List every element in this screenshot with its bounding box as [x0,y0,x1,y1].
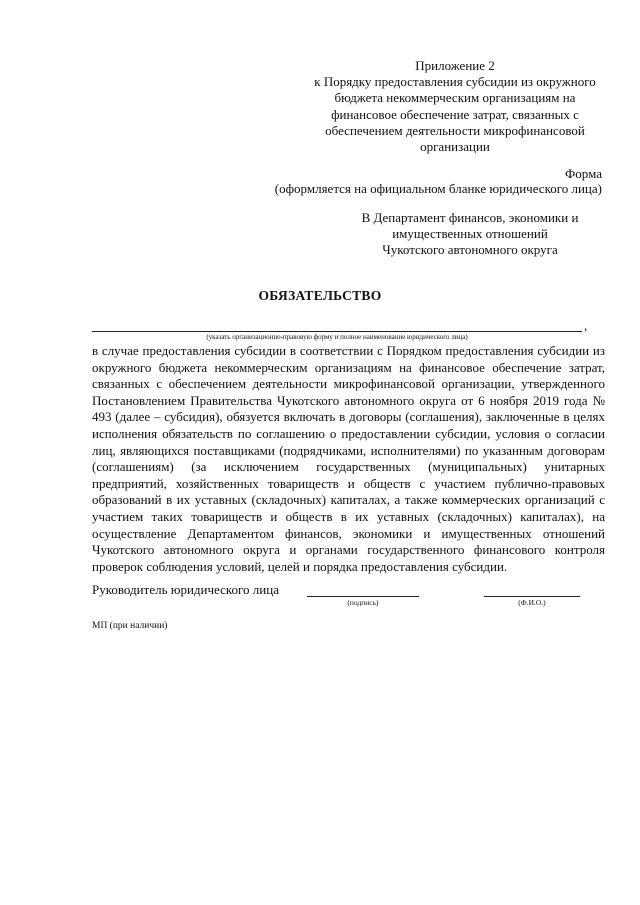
form-note: (оформляется на официальном бланке юридического лица) [274,181,602,196]
full-name-field[interactable] [484,596,580,597]
signature-label: Руководитель юридического лица [92,582,279,597]
appendix-line: бюджета некоммерческим организациям на [334,90,576,106]
appendix-line: к Порядку предоставления субсидии из окружного [314,74,596,90]
organization-hint: (указать организационно-правовую форму и полное наименование юридического лица) [206,333,468,341]
signature-row [92,582,612,622]
organization-name-field[interactable] [92,331,582,332]
signature-hint: (подпись) [347,598,379,607]
organization-comma: , [584,318,588,333]
appendix-line: Приложение 2 [415,58,495,73]
form-label: Форма [565,166,602,181]
addressee-line: Чукотского автономного округа [382,242,558,257]
appendix-line: организации [420,139,490,155]
addressee-block [340,210,600,258]
appendix-header [300,58,610,155]
obligation-body-text: в случае предоставления субсидии в соответствии с Порядком предоставления субсидии из окружного бюджета некоммерческим организациям на финансовое обеспечение затрат, связанных с обеспечением деятельности микрофинансовой организации, утвержденного Постановлением Правительства Чукотского автономного округа от 6 ноября 2019 года № 493 (далее – субсидия), обязуется включать в договоры (соглашения), заключенные в целях исполнения обязательств по соглашению о предоставлении субсидии, условия о согласии лиц, являющихся поставщиками (подрядчиками, исполнителями) по указанным договорам (соглашениям) (за исключением государственных (муниципальных) унитарных предприятий, хозяйственных товариществ и обществ с участием публично-правовых образований в их уставных (складочных) капиталах, а также коммерческих организаций с участием таких товариществ и обществ в их уставных (складочных) капиталах), на осуществление Департаментом финансов, экономики и имущественных отношений Чукотского автономного округа и органами государственного финансового контроля проверок соблюдения условий, целей и порядка предоставления субсидии. [92,343,605,574]
full-name-hint: (Ф.И.О.) [518,598,546,607]
addressee-line: В Департамент финансов, экономики и [361,210,579,225]
stamp-note: МП (при наличии) [92,621,168,631]
appendix-line: обеспечением деятельности микрофинансовой [325,122,585,138]
appendix-line: финансовое обеспечение затрат, связанных с [331,106,579,122]
addressee-line: имущественных отношений [392,226,548,241]
document-title: ОБЯЗАТЕЛЬСТВО [258,288,382,303]
signature-field[interactable] [307,596,419,597]
